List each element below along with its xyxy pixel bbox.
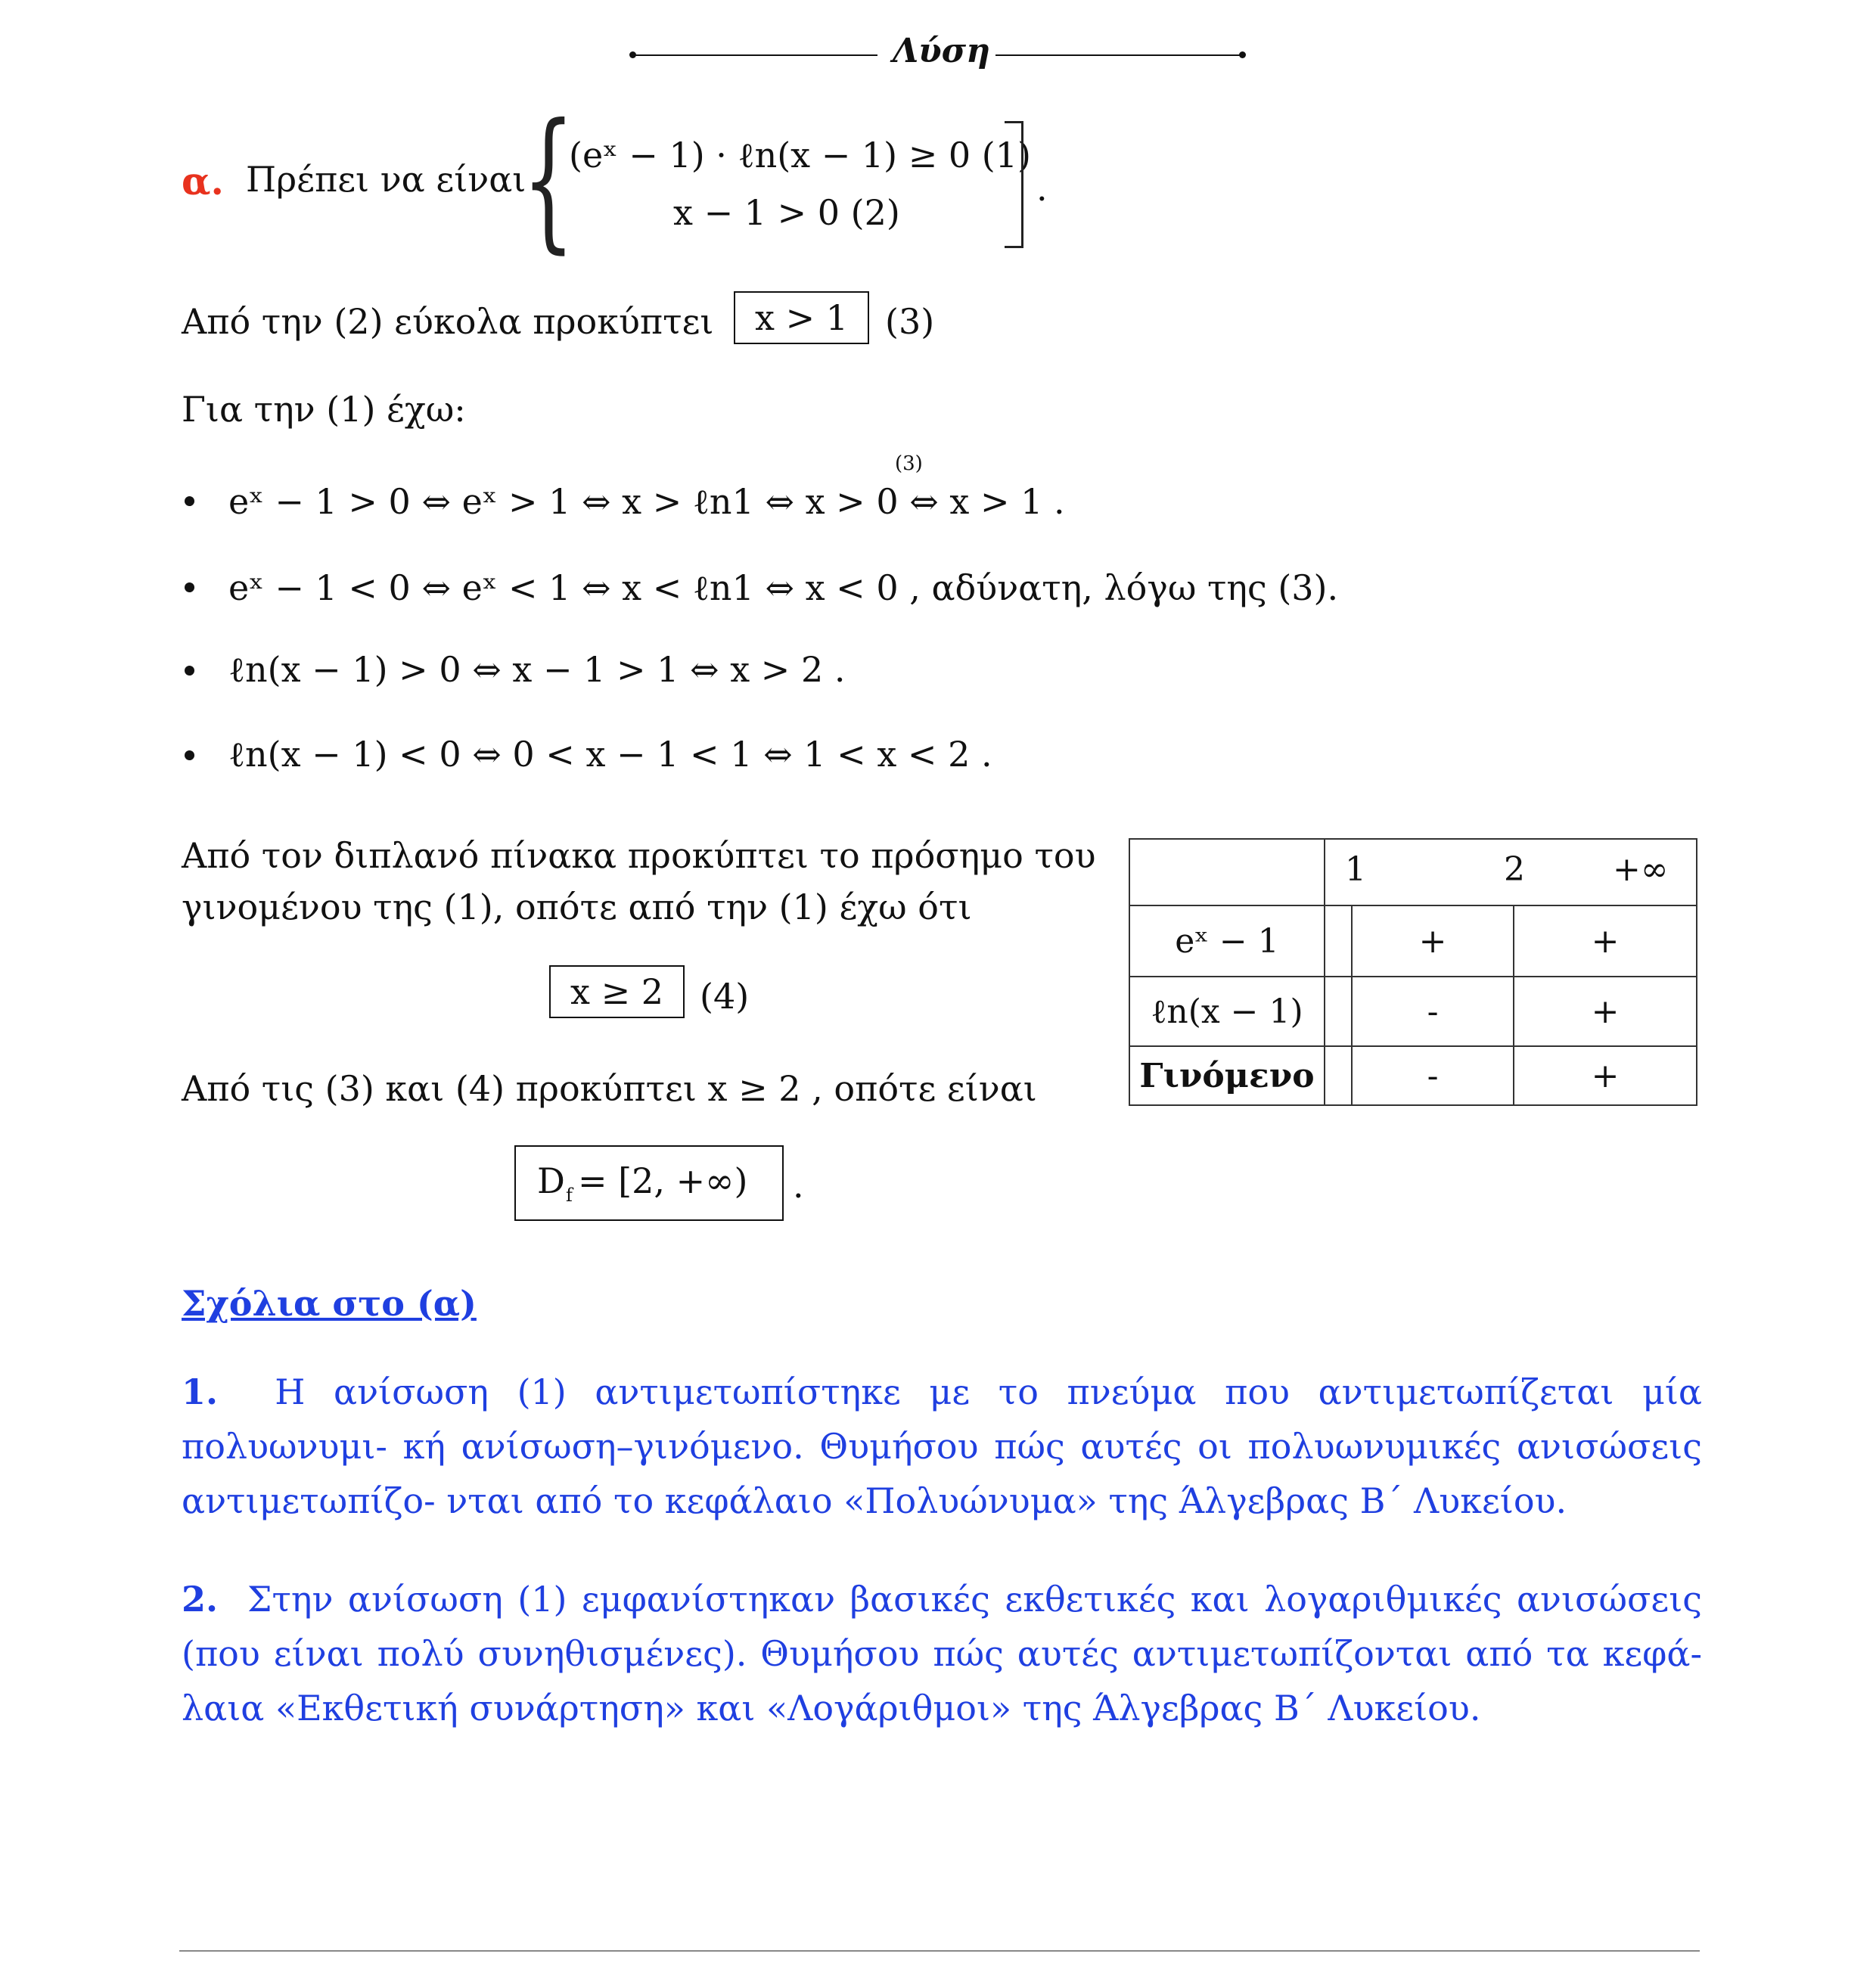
comment-2-text: Στην ανίσωση (1) εμφανίστηκαν βασικές εκθετικές και λογαριθμικές ανισώσεις (που είναι πολύ συνηθισμένες). Θυμήσου πώς αυτές αντιμετωπίζονται από τα κεφά- λαια «Εκθετική συνάρτηση» και «Λογάριθμοι» της Άλγεβρας Β΄ Λυκείου. — [182, 1579, 1702, 1728]
system-period: . — [1036, 168, 1048, 209]
sign-header-1: 1 — [1345, 850, 1366, 889]
boxed-x-gt-1: x > 1 — [734, 291, 869, 344]
system-left-brace: { — [522, 92, 575, 268]
tag-3: (3) — [885, 301, 935, 342]
page-title: Λύση — [893, 32, 991, 70]
sign-row-label: ℓn(x − 1) — [1129, 977, 1325, 1046]
comment-1-number: 1. — [182, 1371, 219, 1412]
header-rule-left — [632, 54, 877, 56]
sign-table-corner — [1129, 839, 1325, 905]
tag-4: (4) — [700, 976, 750, 1017]
for-1-text: Για την (1) έχω: — [182, 389, 466, 430]
comment-1 — [182, 1365, 1702, 1528]
bullet-3-text: ℓn(x − 1) > 0 ⇔ x − 1 > 1 ⇔ x > 2 . — [228, 649, 846, 690]
sign-row-narrow — [1325, 905, 1352, 977]
sign-cell: - — [1352, 1046, 1514, 1105]
footer-rule — [179, 1950, 1700, 1952]
sign-cell: - — [1352, 977, 1514, 1046]
table-text-line-3: Από τις (3) και (4) προκύπτει x ≥ 2 , οπότε είναι — [182, 1068, 1037, 1109]
table-text-line-2: γινομένου της (1), οπότε από την (1) έχω ότι — [182, 887, 972, 927]
bullet-3 — [185, 666, 194, 676]
comment-2 — [182, 1572, 1702, 1735]
comment-1-text: Η ανίσωση (1) αντιμετωπίστηκε με το πνεύμα που αντιμετωπίζεται μία πολυωνυμι- κή ανίσωση–γινόμενο. Θυμήσου πώς αυτές οι πολυωνυμικές ανισώσεις αντιμετωπίζο- νται από το κεφάλαιο «Πολυώνυμα» της Άλγεβρας Β΄ Λυκείου. — [182, 1371, 1702, 1521]
part-a-label: α. — [182, 159, 224, 203]
sign-cell: + — [1514, 905, 1697, 977]
sign-header-2: 2 — [1504, 850, 1525, 889]
domain-D: D — [537, 1160, 565, 1201]
bullet-2 — [185, 582, 194, 592]
bullet-1-text: eˣ − 1 > 0 ⇔ eˣ > 1 ⇔ x > ℓn1 ⇔ x > 0 ⇔ x > 1 . — [228, 481, 1065, 522]
sign-table — [1129, 838, 1697, 1106]
comment-2-number: 2. — [182, 1579, 219, 1620]
sign-table-header — [1325, 839, 1697, 905]
system-line-1: (eˣ − 1) · ℓn(x − 1) ≥ 0 (1) — [569, 135, 1031, 175]
bullet-4-text: ℓn(x − 1) < 0 ⇔ 0 < x − 1 < 1 ⇔ 1 < x < 2 . — [228, 734, 992, 775]
sign-row-narrow — [1325, 977, 1352, 1046]
sign-row-label: Γινόμενο — [1129, 1046, 1325, 1105]
bullet-1-over-label: (3) — [895, 452, 923, 475]
comments-title: Σχόλια στο (α) — [182, 1283, 477, 1324]
boxed-x-ge-2: x ≥ 2 — [549, 965, 685, 1018]
sign-row-narrow — [1325, 1046, 1352, 1105]
bullet-4 — [185, 750, 194, 760]
from-2-text: Από την (2) εύκολα προκύπτει — [182, 301, 714, 342]
part-a-intro: Πρέπει να είναι — [246, 159, 526, 200]
domain-period: . — [793, 1165, 804, 1206]
sign-cell: + — [1352, 905, 1514, 977]
sign-cell: + — [1514, 977, 1697, 1046]
sign-row-label: eˣ − 1 — [1129, 905, 1325, 977]
header-dot-right — [1239, 51, 1246, 58]
domain-sub: f — [566, 1185, 573, 1206]
bullet-1 — [185, 496, 194, 506]
domain-rest: = [2, +∞) — [578, 1160, 748, 1201]
system-line-2: x − 1 > 0 (2) — [673, 192, 900, 233]
domain-box — [514, 1145, 784, 1221]
sign-cell: + — [1514, 1046, 1697, 1105]
header-rule-right — [995, 54, 1242, 56]
system-right-bracket — [1005, 121, 1023, 248]
table-text-line-1: Από τον διπλανό πίνακα προκύπτει το πρόσημο του — [182, 835, 1096, 876]
sign-header-inf: +∞ — [1613, 850, 1669, 889]
bullet-2-text: eˣ − 1 < 0 ⇔ eˣ < 1 ⇔ x < ℓn1 ⇔ x < 0 , αδύνατη, λόγω της (3). — [228, 567, 1339, 608]
